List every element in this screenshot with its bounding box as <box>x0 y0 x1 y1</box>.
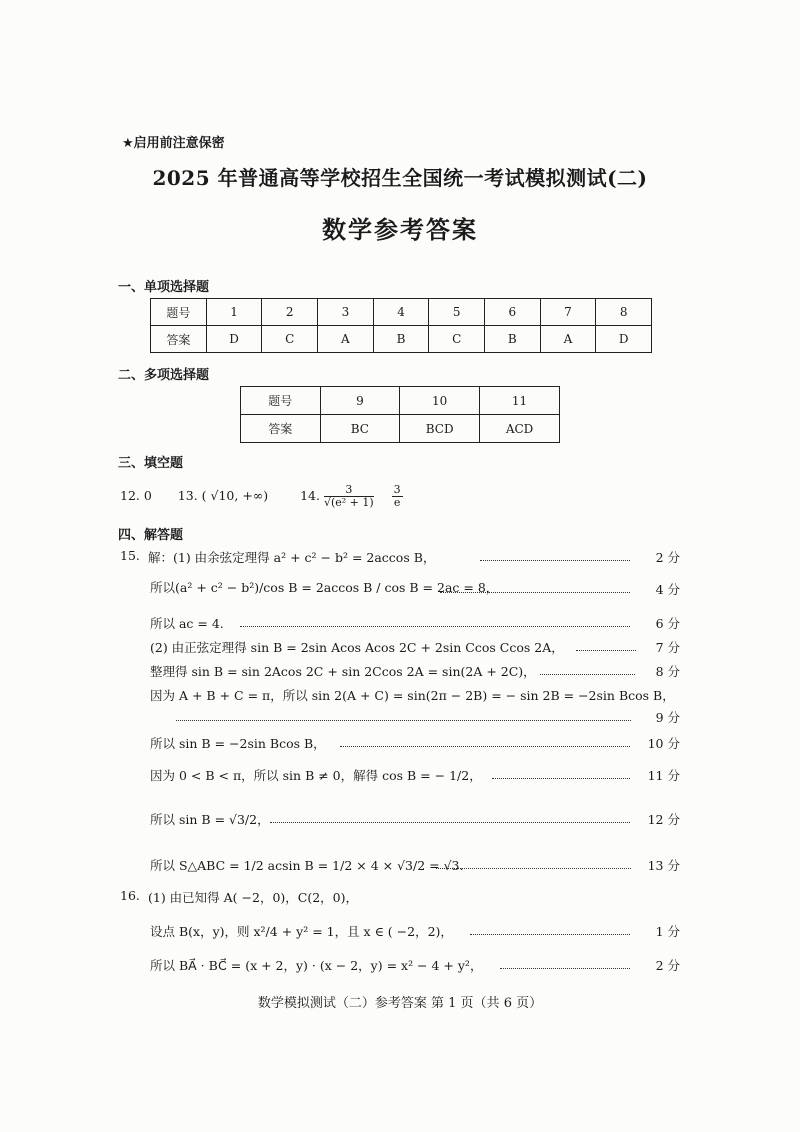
page-footer: 数学模拟测试（二）参考答案 第 1 页（共 6 页） <box>257 996 543 1011</box>
solution-line: 所以 sin B = √3/2， <box>150 812 270 827</box>
answer-cell: C <box>262 326 318 353</box>
answer-cell: C <box>429 326 485 353</box>
leader-dots <box>576 650 636 651</box>
single-choice-table <box>150 298 652 353</box>
leader-dots <box>436 868 631 869</box>
score: 12 分 <box>647 812 680 827</box>
answer-q14-label: 14. <box>300 488 320 503</box>
row-label: 答案 <box>151 326 207 353</box>
answer-q14-fraction-2 <box>392 484 403 509</box>
answer-q13: 13. ( √10, +∞) <box>177 488 269 503</box>
score: 2 分 <box>655 550 680 565</box>
row-label: 答案 <box>241 415 321 443</box>
answer-cell: B <box>485 326 541 353</box>
question-number: 10 <box>400 387 480 415</box>
exam-title: 2025 年普通高等学校招生全国统一考试模拟测试(二) <box>152 166 648 190</box>
question-15-number: 15. <box>120 548 140 563</box>
leader-dots <box>270 822 630 823</box>
score: 4 分 <box>655 582 680 597</box>
solution-line: (1) 由已知得 A( −2，0)，C(2，0)， <box>148 890 359 905</box>
row-label: 题号 <box>151 299 207 326</box>
denominator: e <box>393 496 401 509</box>
answer-key-title: 数学参考答案 <box>322 216 478 244</box>
question-number: 2 <box>262 299 318 326</box>
question-number: 3 <box>318 299 374 326</box>
answer-cell: ACD <box>480 415 560 443</box>
answer-cell: BCD <box>400 415 480 443</box>
question-number: 5 <box>429 299 485 326</box>
question-number: 9 <box>320 387 400 415</box>
numerator: 3 <box>324 484 374 497</box>
question-number: 8 <box>596 299 652 326</box>
solution-line: 整理得 sin B = sin 2Acos 2C + sin 2Ccos 2A = sin(2A + 2C)， <box>150 664 536 679</box>
solution-line: 所以 sin B = −2sin Bcos B， <box>150 736 326 751</box>
answer-cell: B <box>373 326 429 353</box>
solution-line: 解：(1) 由余弦定理得 a² + c² − b² = 2accos B， <box>148 550 436 565</box>
fill-in-answers <box>120 484 403 509</box>
score: 10 分 <box>647 736 680 751</box>
question-number: 11 <box>480 387 560 415</box>
score: 7 分 <box>655 640 680 655</box>
numerator: 3 <box>393 483 401 496</box>
score: 11 分 <box>647 768 680 783</box>
solution-line: 因为 0 < B < π，所以 sin B ≠ 0，解得 cos B = − 1/2， <box>150 768 482 783</box>
question-number: 4 <box>373 299 429 326</box>
answer-cell: BC <box>320 415 400 443</box>
solution-line: (2) 由正弦定理得 sin B = 2sin Acos Acos 2C + 2sin Ccos Ccos 2A， <box>150 640 564 655</box>
question-number: 1 <box>206 299 262 326</box>
answer-cell: A <box>318 326 374 353</box>
solution-line: 所以 ac = 4. <box>150 616 224 631</box>
denominator: √(e² + 1) <box>323 496 374 509</box>
confidential-notice: ★启用前注意保密 <box>122 136 225 151</box>
table-row <box>241 387 560 415</box>
solution-line: 因为 A + B + C = π，所以 sin 2(A + C) = sin(2π − 2B) = − sin 2B = −2sin Bcos B， <box>150 688 675 703</box>
question-16-number: 16. <box>120 888 140 903</box>
table-row <box>241 415 560 443</box>
score: 9 分 <box>655 710 680 725</box>
answer-cell: D <box>596 326 652 353</box>
score: 13 分 <box>647 858 680 873</box>
row-label: 题号 <box>241 387 321 415</box>
score: 1 分 <box>655 924 680 939</box>
leader-dots <box>540 674 635 675</box>
question-number: 6 <box>485 299 541 326</box>
leader-dots <box>470 934 630 935</box>
question-number: 7 <box>540 299 596 326</box>
solution-line: 设点 B(x，y)，则 x²/4 + y² = 1，且 x ∈ ( −2，2)， <box>150 924 453 939</box>
table-row <box>151 326 652 353</box>
leader-dots <box>500 968 630 969</box>
leader-dots <box>240 626 630 627</box>
solution-line: 所以 BA⃗ · BC⃗ = (x + 2，y) · (x − 2，y) = x² − 4 + y²， <box>150 958 483 973</box>
leader-dots <box>480 560 630 561</box>
solution-line: 所以(a² + c² − b²)/cos B = 2accos B / cos B = 2ac = 8， <box>150 580 499 595</box>
answer-q12: 12. 0 <box>120 488 152 503</box>
score: 8 分 <box>655 664 680 679</box>
answer-cell: A <box>540 326 596 353</box>
answer-q14-fraction-1 <box>324 484 374 509</box>
multi-choice-table <box>240 386 560 443</box>
section-single-choice: 一、单项选择题 <box>118 280 210 295</box>
section-fill-in: 三、填空题 <box>118 456 184 471</box>
solution-line: 所以 S△ABC = 1/2 acsin B = 1/2 × 4 × √3/2 = √3. <box>150 858 464 873</box>
answer-cell: D <box>206 326 262 353</box>
leader-dots <box>176 720 631 721</box>
section-multi-choice: 二、多项选择题 <box>118 368 210 383</box>
table-row <box>151 299 652 326</box>
score: 6 分 <box>655 616 680 631</box>
leader-dots <box>492 778 630 779</box>
section-solutions: 四、解答题 <box>118 528 184 543</box>
leader-dots <box>440 592 630 593</box>
score: 2 分 <box>655 958 680 973</box>
leader-dots <box>340 746 630 747</box>
